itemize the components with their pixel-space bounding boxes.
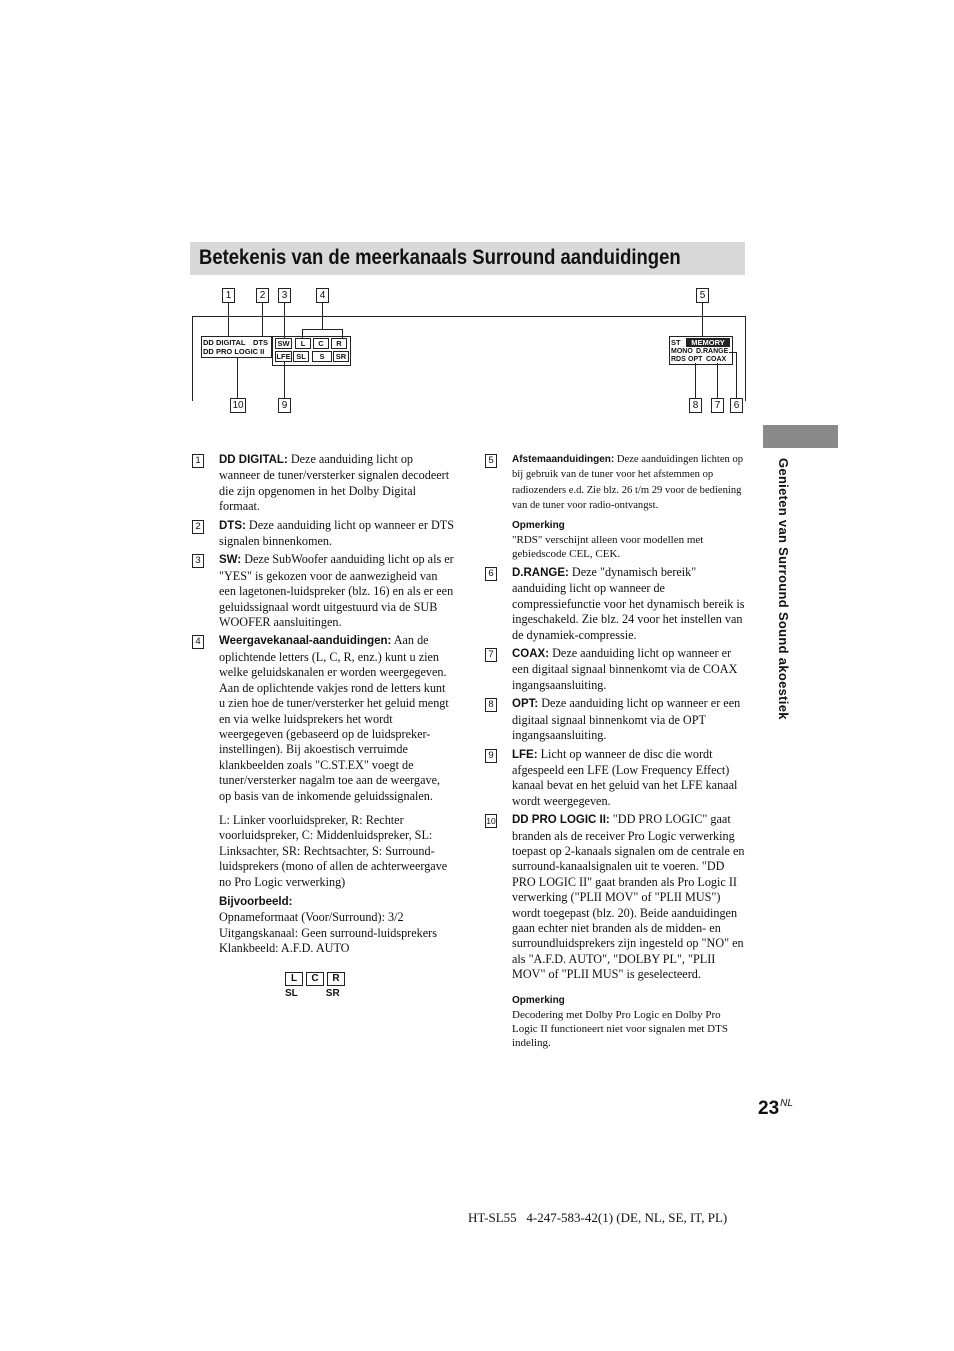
callout-9: 9	[278, 398, 291, 413]
leader-4b	[302, 329, 343, 330]
list-item-7	[485, 646, 747, 693]
item-keyword: Afstemaanduidingen:	[512, 454, 615, 465]
item-keyword: SW:	[219, 554, 242, 567]
list-item-8	[485, 696, 747, 743]
item-text: Deze aanduiding licht op wanneer er een digitaal signaal binnenkomt via de COAX ingangsaansluiting.	[512, 646, 738, 692]
channel-lfe: LFE	[276, 352, 291, 361]
callout-8: 8	[689, 398, 702, 413]
list-item-5	[485, 452, 747, 514]
example-box-r: R	[327, 972, 345, 986]
leader-1	[228, 303, 229, 337]
leader-6a	[736, 352, 737, 398]
leader-9	[284, 361, 285, 398]
dts-indicator: DTS	[253, 338, 268, 347]
example-line-3: Klankbeeld: A.F.D. AUTO	[219, 941, 350, 956]
example-box-l: L	[285, 972, 303, 986]
item-keyword: DD PRO LOGIC II:	[512, 814, 610, 827]
leader-10	[237, 357, 238, 398]
callout-2: 2	[256, 288, 269, 303]
example-box-c: C	[306, 972, 324, 986]
item-keyword: DTS:	[219, 519, 246, 532]
coax-indicator: COAX	[706, 356, 727, 363]
item-text: Deze SubWoofer aanduiding licht op als er "YES" is gekozen voor de aanwezigheid van een lagetonen-luidspreker (blz. 16) en als er een geluidssignaal wordt uitgestuurd via de SUB WOOFER aansluitingen.	[219, 552, 454, 630]
memory-indicator: MEMORY	[686, 338, 730, 347]
model-footer: HT-SL55 4-247-583-42(1) (DE, NL, SE, IT, PL)	[468, 1210, 728, 1225]
list-item-1	[192, 452, 454, 515]
item-keyword: Weergavekanaal-aanduidingen:	[219, 635, 392, 648]
example-labels	[192, 986, 454, 1000]
channel-r: R	[331, 338, 347, 349]
item-number: 6	[485, 567, 497, 581]
callout-5: 5	[696, 288, 709, 303]
item-keyword: OPT:	[512, 698, 539, 711]
channel-c: C	[313, 338, 329, 349]
channel-legend: L: Linker voorluidspreker, R: Rechter voorluidspreker, C: Middenluidspreker, SL: Linksachter, SR: Rechtsachter, S: Surround-luidsprekers (mono of allen de achterweergave no Pro Logic verwerking)	[219, 812, 448, 889]
leader-2	[262, 303, 263, 337]
side-tab-text: Genieten van Surround Sound akoestiek	[776, 458, 791, 720]
item-text: Aan de oplichtende letters (L, C, R, enz.) kunt u zien welke geluidskanalen er worden weergegeven. Aan de oplichtende vakjes rond de letters kunt u zien hoe de tuner/versterker het geluid mengt en via welke luidsprekers het wordt weergegeven (gebaseerd op de luidspreker-instellingen). Bij akoestisch verruimde klankbeelden zoals "C.ST.EX" voegt de tuner/versterker nagalm toe aan de weergave, op basis van de inkomende geluidssignalen.	[219, 633, 449, 803]
item-text: "DD PRO LOGIC" gaat branden als de receiver Pro Logic verwerking toepast op 2-kanaals signalen om de centrale en surround-kanaalsignalen uit te voeren. "DD PRO LOGIC II" gaat branden als Pro Logic II verwerking ("PLII MOV" of "PLII MUS") wordt toegepast (blz. 20). Beide aanduidingen gaan echter niet branden als de midden- en surroundluidsprekers zijn ingesteld op "NO" en als "A.F.D. AUTO", "DOLBY PL", "PLII MOV" of "PLII MUS" is geselecteerd.	[512, 812, 745, 982]
mono-indicator: MONO	[671, 348, 693, 355]
frame-left-line	[192, 316, 193, 401]
left-column	[192, 452, 454, 1000]
channel-s: S	[312, 351, 332, 362]
leader-5	[702, 303, 703, 337]
note-text: "RDS" verschijnt alleen voor modellen met gebiedscode CEL, CEK.	[512, 534, 704, 561]
item-text: Deze "dynamisch bereik" aanduiding licht op wanneer de compressiefunctie voor het dynamisch bereik is ingeschakeld. Zie blz. 24 voor het instellen van de dynamiek-compressie.	[512, 565, 745, 642]
callout-6: 6	[730, 398, 743, 413]
item-keyword: COAX:	[512, 648, 550, 661]
page-number	[758, 1098, 793, 1120]
leader-3	[284, 303, 285, 338]
item-keyword: D.RANGE:	[512, 567, 569, 580]
item-number: 2	[192, 520, 204, 534]
list-item-10	[485, 812, 747, 982]
dolby-mark-2: DD	[203, 347, 214, 356]
item-text: Licht op wanneer de disc die wordt afgespeeld een LFE (Low Frequency Effect) kanaal bevat en het geluid van het LFE kanaal wordt weergegeven.	[512, 746, 738, 808]
item-number: 4	[192, 635, 204, 649]
item-keyword: LFE:	[512, 748, 538, 761]
leader-4a	[322, 303, 323, 329]
channel-sr: SR	[333, 351, 349, 362]
frame-right-line	[745, 316, 746, 401]
frame-top-line	[192, 316, 745, 317]
example-label-sl: SL	[285, 987, 298, 999]
leader-7	[717, 363, 718, 398]
rds-indicator: RDS	[671, 356, 686, 363]
note-heading: Opmerking	[512, 994, 565, 1006]
example-line-1: Opnameformaat (Voor/Surround): 3/2	[219, 910, 404, 925]
list-item-3	[192, 552, 454, 630]
channel-sw: SW	[275, 338, 292, 349]
opt-indicator: OPT	[688, 356, 703, 363]
digital-indicator: DIGITAL	[216, 338, 246, 347]
list-item-4	[192, 633, 454, 803]
channel-l: L	[295, 338, 311, 349]
drange-indicator: D.RANGE	[696, 348, 729, 355]
item-number: 10	[486, 816, 496, 827]
leader-8	[695, 363, 696, 398]
page-title: Betekenis van de meerkanaals Surround aanduidingen	[199, 246, 681, 269]
callout-4: 4	[316, 288, 329, 303]
st-indicator: ST	[671, 338, 681, 347]
page-number-value: 23	[758, 1098, 780, 1119]
item-number: 8	[485, 698, 497, 712]
example-heading: Bijvoorbeeld:	[219, 895, 293, 908]
callout-1: 1	[222, 288, 235, 303]
item-number: 9	[485, 749, 497, 763]
callout-7: 7	[711, 398, 724, 413]
item-text: Deze aanduiding licht op wanneer er DTS signalen binnenkomen.	[219, 517, 454, 549]
callout-10: 10	[230, 398, 246, 413]
example-label-sr: SR	[325, 987, 340, 999]
item-number: 5	[485, 454, 497, 468]
item-text: Deze aanduidingen lichten op bij gebruik van de tuner voor het afstemmen op radiozenders e.d. Zie blz. 26 t/m 29 voor de bediening van de tuner voor radio-ontvangst.	[512, 454, 744, 512]
note-heading: Opmerking	[512, 519, 565, 531]
right-column	[485, 452, 747, 1050]
list-item-2	[192, 518, 454, 550]
item-keyword: DD DIGITAL:	[219, 454, 288, 466]
callout-3: 3	[278, 288, 291, 303]
example-indicator	[192, 970, 454, 986]
list-item-9	[485, 747, 747, 810]
page-language-suffix: NL	[780, 1098, 793, 1109]
item-number: 7	[485, 648, 497, 662]
item-text: Deze aanduiding licht op wanneer de tuner/versterker signalen decodeert die zijn opgenomen in het Dolby Digital formaat.	[219, 452, 450, 514]
display-diagram	[0, 0, 954, 430]
item-text: Deze aanduiding licht op wanneer er een digitaal signaal binnenkomt via de OPT ingangsaansluiting.	[512, 696, 741, 743]
list-item-6	[485, 565, 747, 643]
channel-sl: SL	[293, 351, 309, 362]
dolby-mark-1: DD	[203, 338, 214, 347]
item-number: 3	[192, 554, 204, 568]
example-line-2: Uitgangskanaal: Geen surround-luidsprekers	[219, 925, 437, 940]
note-text: Decodering met Dolby Pro Logic en Dolby Pro Logic II functioneert niet voor signalen met DTS indeling.	[512, 1009, 728, 1049]
pro-logic-indicator: PRO LOGIC II	[216, 347, 265, 356]
item-number: 1	[192, 454, 204, 468]
